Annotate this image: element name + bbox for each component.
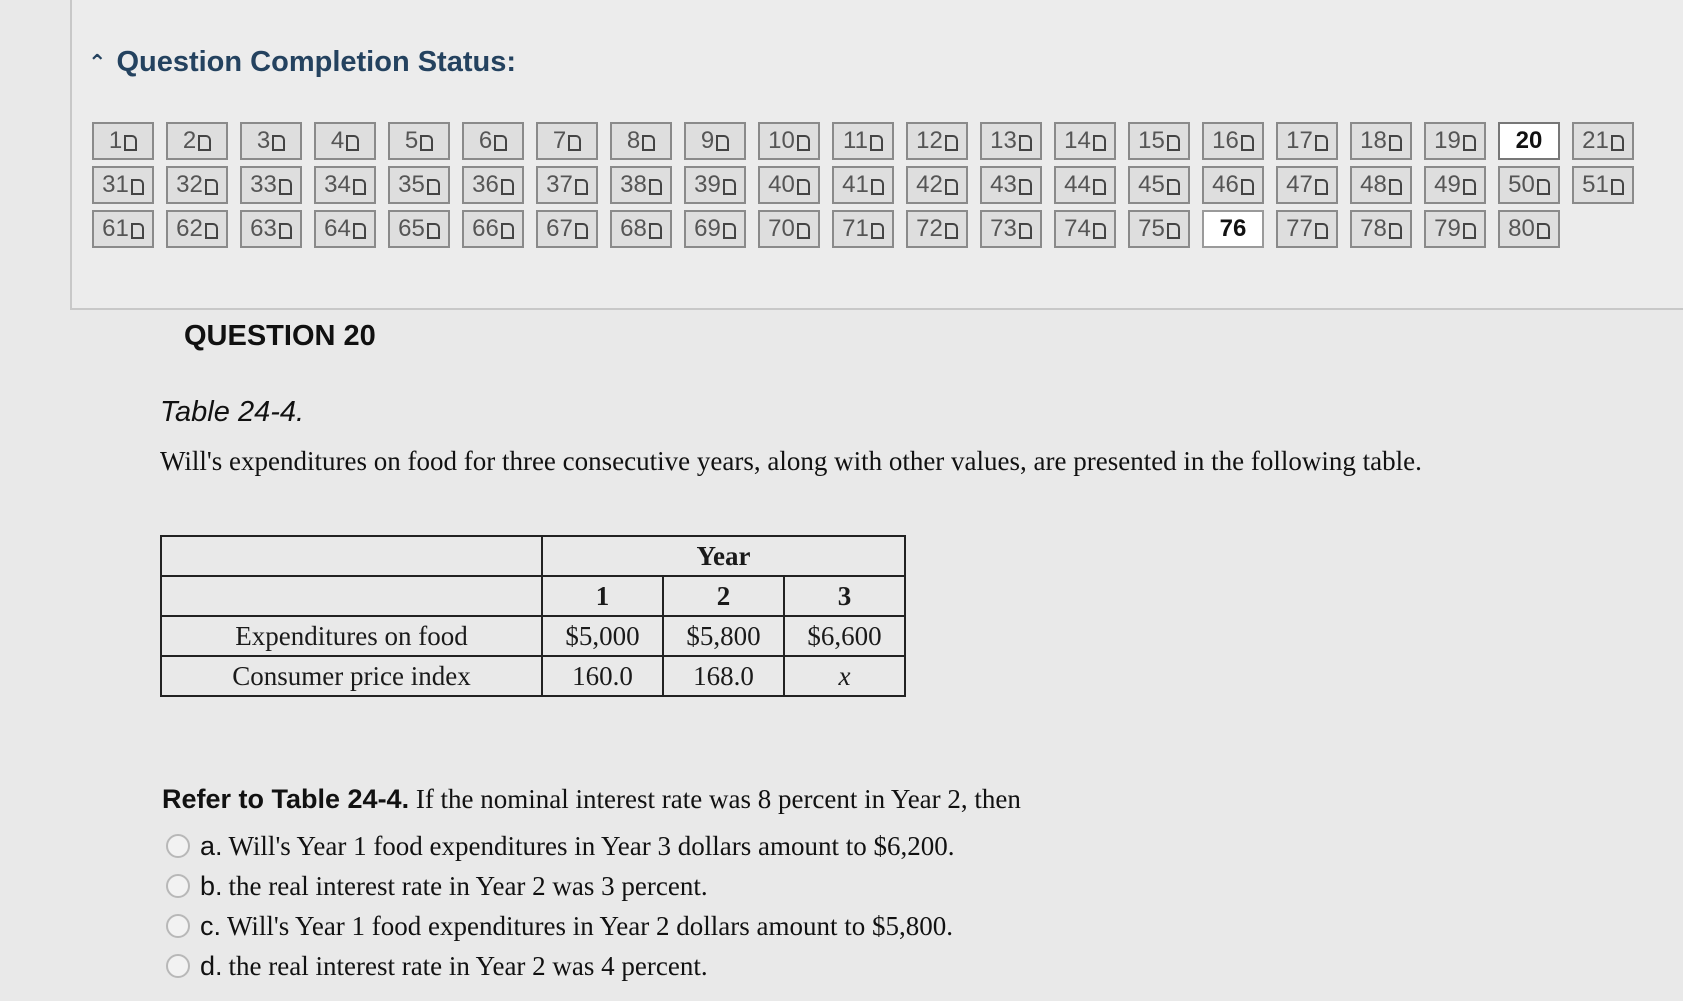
question-number: 42 — [916, 171, 943, 198]
question-nav-button[interactable] — [684, 210, 746, 248]
saved-document-icon — [1463, 135, 1476, 151]
question-number: 7 — [552, 127, 567, 154]
saved-document-icon — [649, 223, 662, 239]
question-number: 79 — [1434, 215, 1461, 242]
question-number: 37 — [546, 171, 573, 198]
question-number: 31 — [102, 171, 129, 198]
saved-document-icon — [1019, 135, 1032, 151]
saved-document-icon — [642, 135, 655, 151]
saved-document-icon — [1611, 179, 1624, 195]
question-number: 10 — [768, 127, 795, 154]
saved-document-icon — [870, 135, 883, 151]
row-label-expenditures: Expenditures on food — [161, 616, 542, 656]
saved-document-icon — [501, 223, 514, 239]
saved-document-icon — [272, 135, 285, 151]
question-number: 68 — [620, 215, 647, 242]
question-nav-button[interactable] — [906, 122, 968, 160]
question-number: 47 — [1286, 171, 1313, 198]
question-number: 44 — [1064, 171, 1091, 198]
saved-document-icon — [1167, 179, 1180, 195]
question-number: 34 — [324, 171, 351, 198]
year-2-header: 2 — [663, 576, 784, 616]
saved-document-icon — [124, 135, 137, 151]
question-number: 40 — [768, 171, 795, 198]
saved-document-icon — [501, 179, 514, 195]
option-d-text: the real interest rate in Year 2 was 4 percent. — [228, 950, 708, 981]
question-nav-button[interactable] — [1202, 210, 1264, 248]
question-nav-button[interactable] — [1572, 166, 1634, 204]
question-number: 32 — [176, 171, 203, 198]
question-number: 38 — [620, 171, 647, 198]
question-nav-button[interactable] — [906, 166, 968, 204]
stem-text: If the nominal interest rate was 8 percent in Year 2, then — [409, 784, 1021, 814]
option-b-text: the real interest rate in Year 2 was 3 percent. — [228, 870, 708, 901]
saved-document-icon — [1463, 179, 1476, 195]
question-nav-button[interactable] — [684, 122, 746, 160]
question-nav-button[interactable] — [1572, 122, 1634, 160]
question-number: 11 — [843, 127, 868, 154]
question-nav-button[interactable] — [314, 210, 376, 248]
question-number: 61 — [102, 215, 129, 242]
option-d-letter: d. — [200, 950, 223, 981]
saved-document-icon — [871, 223, 884, 239]
expenditures-year-3: $6,600 — [784, 616, 905, 656]
question-number: 45 — [1138, 171, 1165, 198]
question-number: 35 — [398, 171, 425, 198]
data-table — [160, 535, 906, 697]
question-number: 51 — [1582, 171, 1609, 198]
saved-document-icon — [1019, 223, 1032, 239]
saved-document-icon — [649, 179, 662, 195]
question-nav-button[interactable] — [166, 166, 228, 204]
question-number: 62 — [176, 215, 203, 242]
question-nav-button[interactable] — [610, 122, 672, 160]
question-number: 20 — [1515, 127, 1543, 154]
question-nav-button[interactable] — [1202, 122, 1264, 160]
saved-document-icon — [1167, 135, 1180, 151]
question-number: 67 — [546, 215, 573, 242]
saved-document-icon — [945, 179, 958, 195]
question-number: 46 — [1212, 171, 1239, 198]
table-title: Table 24-4. — [160, 396, 305, 428]
question-number: 77 — [1286, 215, 1313, 242]
saved-document-icon — [353, 223, 366, 239]
question-nav-button[interactable] — [980, 122, 1042, 160]
option-d[interactable] — [166, 946, 955, 986]
question-number: 9 — [700, 127, 715, 154]
completion-status-title: Question Completion Status: — [116, 46, 516, 78]
question-stem — [162, 784, 1021, 815]
saved-document-icon — [279, 223, 292, 239]
option-b-letter: b. — [200, 870, 223, 901]
cpi-year-1: 160.0 — [542, 656, 663, 696]
option-a[interactable] — [166, 826, 955, 866]
question-number: 65 — [398, 215, 425, 242]
question-number: 13 — [990, 127, 1017, 154]
radio-c[interactable] — [166, 914, 190, 938]
question-nav-button[interactable] — [1054, 210, 1116, 248]
question-nav-button[interactable] — [1350, 210, 1412, 248]
question-nav-button[interactable] — [758, 210, 820, 248]
question-number: 12 — [916, 127, 943, 154]
saved-document-icon — [279, 179, 292, 195]
saved-document-icon — [427, 223, 440, 239]
question-nav-button[interactable] — [166, 122, 228, 160]
question-nav-button[interactable] — [462, 210, 524, 248]
question-number: 5 — [404, 127, 419, 154]
question-number: 14 — [1064, 127, 1091, 154]
question-nav-button[interactable] — [1350, 122, 1412, 160]
question-number: 18 — [1360, 127, 1387, 154]
question-nav-button[interactable] — [166, 210, 228, 248]
question-number: 36 — [472, 171, 499, 198]
option-c-text: Will's Year 1 food expenditures in Year 2 dollars amount to $5,800. — [227, 910, 953, 941]
saved-document-icon — [420, 135, 433, 151]
saved-document-icon — [346, 135, 359, 151]
saved-document-icon — [1315, 179, 1328, 195]
question-number: 64 — [324, 215, 351, 242]
saved-document-icon — [723, 179, 736, 195]
question-number: 15 — [1138, 127, 1165, 154]
question-nav-button[interactable] — [1202, 166, 1264, 204]
expenditures-year-2: $5,800 — [663, 616, 784, 656]
saved-document-icon — [353, 179, 366, 195]
saved-document-icon — [1537, 223, 1550, 239]
question-nav-button[interactable] — [388, 166, 450, 204]
saved-document-icon — [205, 223, 218, 239]
question-number: 39 — [694, 171, 721, 198]
completion-status-toggle[interactable] — [88, 46, 516, 79]
question-number: 17 — [1286, 127, 1313, 154]
saved-document-icon — [797, 179, 810, 195]
question-nav-button[interactable] — [1498, 210, 1560, 248]
question-nav-button[interactable] — [1128, 122, 1190, 160]
saved-document-icon — [205, 179, 218, 195]
question-nav-button[interactable] — [832, 210, 894, 248]
question-nav-row — [92, 210, 1634, 248]
saved-document-icon — [1093, 135, 1106, 151]
double-chevron-up-icon: ⌃ — [88, 49, 107, 75]
question-nav-button[interactable] — [1128, 210, 1190, 248]
question-nav-button[interactable] — [1498, 122, 1560, 160]
question-title: QUESTION 20 — [184, 320, 376, 352]
question-number: 19 — [1434, 127, 1461, 154]
radio-b[interactable] — [166, 874, 190, 898]
question-nav-button[interactable] — [832, 122, 894, 160]
saved-document-icon — [1537, 179, 1550, 195]
question-nav-button[interactable] — [758, 166, 820, 204]
question-nav-button[interactable] — [1350, 166, 1412, 204]
row-label-cpi: Consumer price index — [161, 656, 542, 696]
question-nav-button[interactable] — [462, 166, 524, 204]
question-nav-button[interactable] — [388, 210, 450, 248]
question-nav-button[interactable] — [1054, 122, 1116, 160]
question-number: 2 — [182, 127, 197, 154]
question-number: 16 — [1212, 127, 1239, 154]
question-nav-button[interactable] — [1276, 122, 1338, 160]
saved-document-icon — [1315, 223, 1328, 239]
saved-document-icon — [797, 135, 810, 151]
question-number: 50 — [1508, 171, 1535, 198]
question-nav-button[interactable] — [1276, 166, 1338, 204]
saved-document-icon — [568, 135, 581, 151]
question-navigation-grid — [92, 122, 1634, 254]
question-number: 76 — [1219, 215, 1247, 242]
saved-document-icon — [1463, 223, 1476, 239]
year-3-header: 3 — [784, 576, 905, 616]
question-nav-button[interactable] — [314, 122, 376, 160]
question-nav-button[interactable] — [92, 122, 154, 160]
saved-document-icon — [945, 135, 958, 151]
question-nav-button[interactable] — [388, 122, 450, 160]
saved-document-icon — [1241, 135, 1254, 151]
question-number: 49 — [1434, 171, 1461, 198]
question-number: 21 — [1582, 127, 1609, 154]
question-nav-button[interactable] — [536, 166, 598, 204]
question-number: 43 — [990, 171, 1017, 198]
saved-document-icon — [494, 135, 507, 151]
question-number: 75 — [1138, 215, 1165, 242]
year-header: Year — [542, 536, 905, 576]
option-c-letter: c. — [200, 910, 222, 941]
question-number: 63 — [250, 215, 277, 242]
saved-document-icon — [1019, 179, 1032, 195]
question-number: 4 — [330, 127, 345, 154]
question-nav-row — [92, 122, 1634, 160]
saved-document-icon — [575, 179, 588, 195]
saved-document-icon — [1389, 223, 1402, 239]
saved-document-icon — [1167, 223, 1180, 239]
saved-document-icon — [131, 223, 144, 239]
question-nav-button[interactable] — [1054, 166, 1116, 204]
answer-options — [166, 826, 955, 986]
saved-document-icon — [1315, 135, 1328, 151]
question-number: 6 — [478, 127, 493, 154]
saved-document-icon — [427, 179, 440, 195]
saved-document-icon — [723, 223, 736, 239]
saved-document-icon — [1389, 135, 1402, 151]
question-nav-button[interactable] — [1276, 210, 1338, 248]
question-number: 78 — [1360, 215, 1387, 242]
saved-document-icon — [1611, 135, 1624, 151]
saved-document-icon — [131, 179, 144, 195]
saved-document-icon — [575, 223, 588, 239]
question-nav-button[interactable] — [240, 166, 302, 204]
saved-document-icon — [1241, 179, 1254, 195]
question-number: 41 — [842, 171, 869, 198]
question-nav-button[interactable] — [536, 122, 598, 160]
question-nav-button[interactable] — [610, 166, 672, 204]
question-number: 72 — [916, 215, 943, 242]
question-number: 3 — [256, 127, 271, 154]
saved-document-icon — [1389, 179, 1402, 195]
question-number: 1 — [108, 127, 123, 154]
saved-document-icon — [1093, 223, 1106, 239]
question-number: 33 — [250, 171, 277, 198]
question-nav-button[interactable] — [462, 122, 524, 160]
saved-document-icon — [945, 223, 958, 239]
question-nav-button[interactable] — [610, 210, 672, 248]
question-number: 71 — [842, 215, 869, 242]
saved-document-icon — [871, 179, 884, 195]
question-nav-button[interactable] — [92, 210, 154, 248]
option-a-text: Will's Year 1 food expenditures in Year 3 dollars amount to $6,200. — [228, 830, 955, 861]
saved-document-icon — [1093, 179, 1106, 195]
question-nav-button[interactable] — [1498, 166, 1560, 204]
question-nav-button[interactable] — [1424, 210, 1486, 248]
question-nav-button[interactable] — [980, 210, 1042, 248]
question-nav-button[interactable] — [684, 166, 746, 204]
question-number: 69 — [694, 215, 721, 242]
saved-document-icon — [716, 135, 729, 151]
question-number: 73 — [990, 215, 1017, 242]
question-number: 48 — [1360, 171, 1387, 198]
question-nav-button[interactable] — [240, 122, 302, 160]
stem-refer: Refer to Table 24-4. — [162, 784, 410, 814]
question-nav-button[interactable] — [1128, 166, 1190, 204]
question-intro: Will's expenditures on food for three consecutive years, along with other values, are presented in the following table. — [160, 446, 1422, 476]
year-1-header: 1 — [542, 576, 663, 616]
question-number: 66 — [472, 215, 499, 242]
question-number: 8 — [626, 127, 641, 154]
saved-document-icon — [797, 223, 810, 239]
option-c[interactable] — [166, 906, 955, 946]
cpi-year-3: x — [784, 656, 905, 696]
radio-a[interactable] — [166, 834, 190, 858]
question-nav-button[interactable] — [1424, 166, 1486, 204]
expenditures-year-1: $5,000 — [542, 616, 663, 656]
question-nav-row — [92, 166, 1634, 204]
saved-document-icon — [198, 135, 211, 151]
radio-d[interactable] — [166, 954, 190, 978]
question-nav-button[interactable] — [314, 166, 376, 204]
table-empty-cell — [161, 576, 542, 616]
option-b[interactable] — [166, 866, 955, 906]
question-nav-button[interactable] — [536, 210, 598, 248]
question-nav-button[interactable] — [1424, 122, 1486, 160]
question-number: 70 — [768, 215, 795, 242]
question-nav-button[interactable] — [240, 210, 302, 248]
question-nav-button[interactable] — [906, 210, 968, 248]
question-nav-button[interactable] — [980, 166, 1042, 204]
question-nav-button[interactable] — [832, 166, 894, 204]
option-a-letter: a. — [200, 830, 223, 861]
question-number: 80 — [1508, 215, 1535, 242]
table-corner-cell — [161, 536, 542, 576]
cpi-year-2: 168.0 — [663, 656, 784, 696]
question-nav-button[interactable] — [92, 166, 154, 204]
question-number: 74 — [1064, 215, 1091, 242]
question-nav-button[interactable] — [758, 122, 820, 160]
